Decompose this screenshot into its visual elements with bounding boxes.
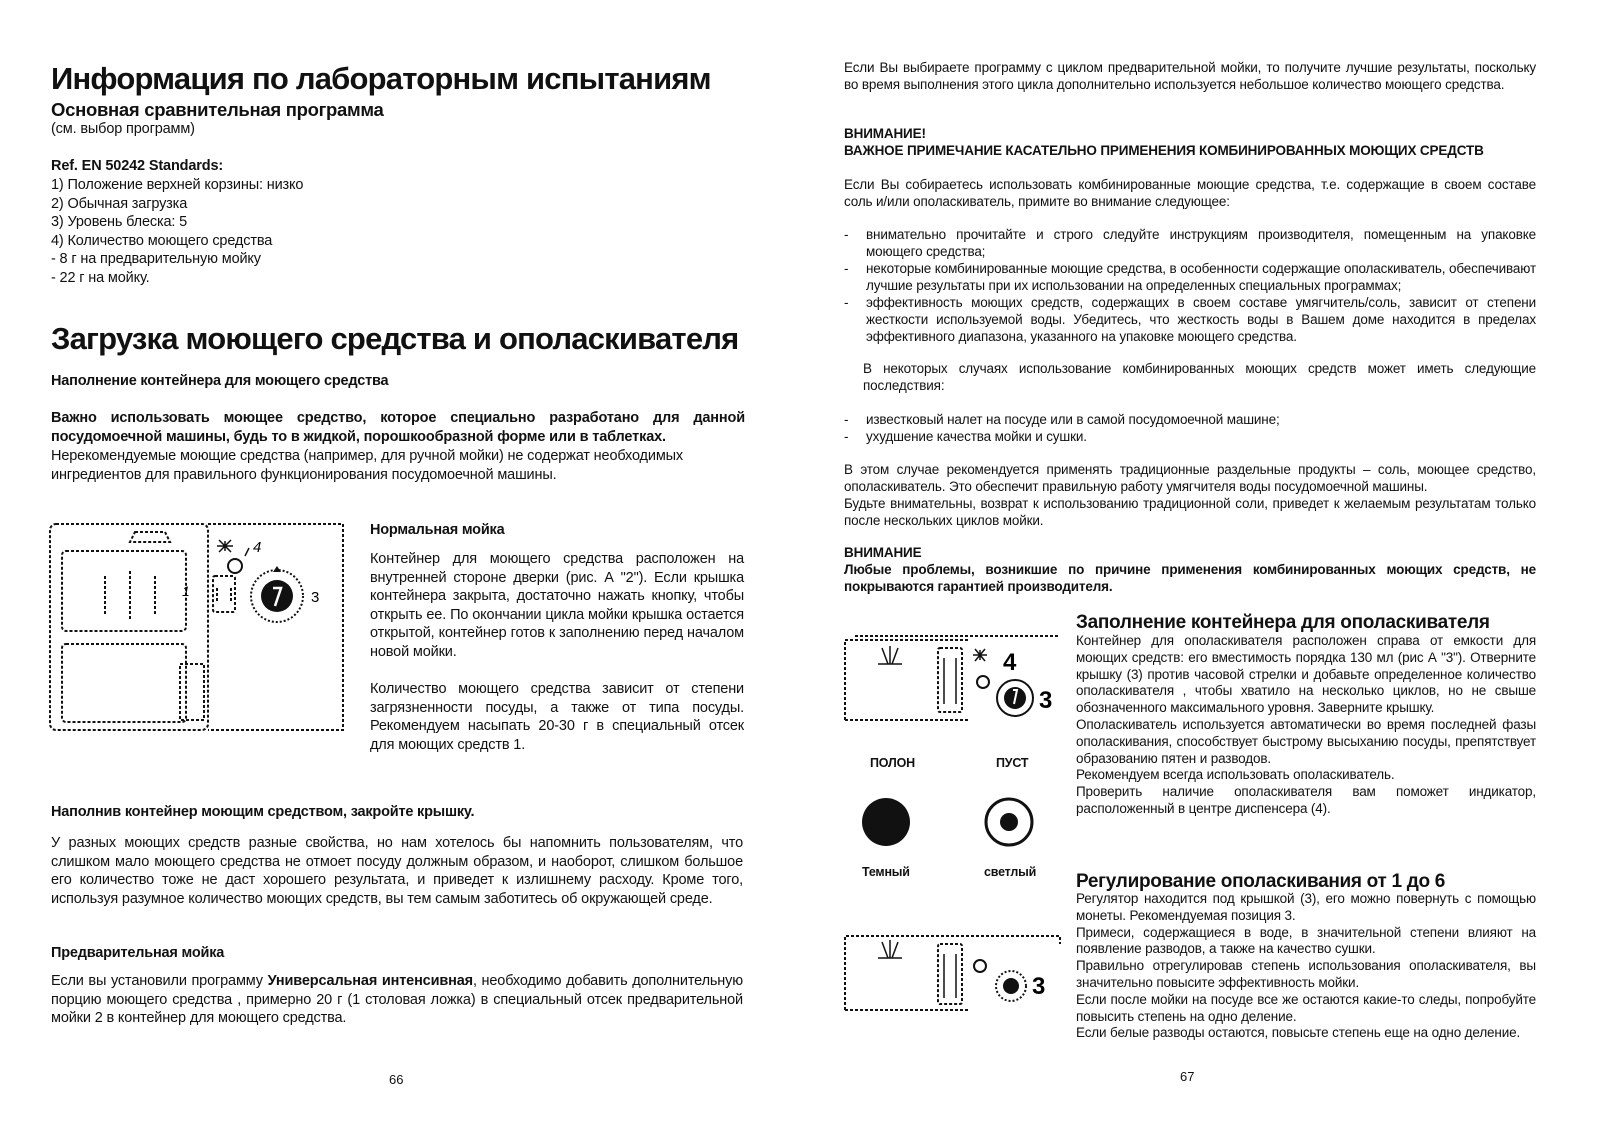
ref-item: 1) Положение верхней корзины: низко (51, 177, 304, 193)
indicator-full-icon (862, 798, 910, 846)
list-item: - известковый налет на посуде или в самой посудомоечной машине; (844, 411, 1536, 428)
important-detergent-note: Важно использовать моющее средство, которое специально разработано для данной посудомоечной машины, будь то в жидкой, порошкообразной форме или в таблетках. (51, 410, 745, 445)
consequences-intro (844, 360, 1536, 394)
prewash-text-part: Если вы установили программу (51, 973, 268, 989)
prewash-heading: Предварительная мойка (51, 945, 225, 961)
adjust-fig-label-3: 3 (1032, 973, 1046, 1000)
rinse-aid-heading: Заполнение контейнера для ополаскивателя (1076, 612, 1490, 633)
page-number-left: 66 (389, 1072, 404, 1087)
attention2-label: ВНИМАНИЕ (844, 545, 922, 560)
rinse-adjust-figure (840, 928, 1070, 1014)
normal-wash-paragraph-1: Контейнер для моющего средства расположен на внутренней стороне дверки (рис. А "2"). Если крышка контейнера закрыта, достаточно нажать кнопку, чтобы открыть ее. По окончании цикла мойки крышка остается открытой, контейнер готов к заполнению перед началом новой мойки. (370, 551, 744, 660)
consequences-list (844, 411, 1536, 445)
indicator-light-label: светлый (984, 865, 1037, 879)
ref-item: 2) Обычная загрузка (51, 195, 188, 212)
rinse-adjust-paragraph: Регулятор находится под крышкой (3), его можно повернуть с помощью монеты. Рекомендуемая позиция 3. (1076, 891, 1536, 923)
indicator-empty-icon (986, 799, 1032, 845)
figure-label-3: 3 (311, 589, 320, 606)
ref-standards-list (51, 176, 771, 287)
close-lid-text: У разных моющих средств разные свойства, но нам хотелось бы напомнить пользователям, что слишком мало моющего средства не отмоет посуду должным образом, и наоборот, слишком большое его количество тоже не даст хорошего результата, и приведет к излишнему расходу. Кроме того, используя разумное количество моющих средств, вы тем самым заботитесь об окружающей среде. (51, 835, 743, 907)
normal-wash-title: Нормальная мойка (370, 522, 505, 538)
ref-item: 3) Уровень блеска: 5 (51, 214, 188, 230)
rinse-fig-label-3: 3 (1039, 687, 1053, 714)
list-item: - эффективность моющих средств, содержащих в своем составе умягчитель/соль, зависит от степени жесткости используемой воды. Убедитесь, что жесткость воды в Вашем доме находится в пределах эффективного диапазона, указанного на упаковке моющего средства. (844, 294, 1536, 345)
ref-item: - 8 г на предварительную мойку (51, 251, 261, 267)
prewash-program-name: Универсальная интенсивная (267, 973, 473, 989)
list-item: - ухудшение качества мойки и сушки. (844, 428, 1536, 445)
ref-item: - 22 г на мойку. (51, 269, 150, 286)
prewash-text (51, 972, 743, 1028)
rinse-fig-label-4: 4 (1003, 649, 1017, 676)
ref-standards-title: Ref. EN 50242 Standards: (51, 158, 224, 174)
rinse-aid-paragraph: Контейнер для ополаскивателя расположен справа от емкости для моющих средств: его вместимость порядка 130 мл (рис А "3"). Отверните крышку (3) против часовой стрелки и добавьте определенное количество ополаскивателя , чтобы хватило на несколько циклов, но не свыше обозначенного максимального уровня. Заверните крышку. (1076, 633, 1536, 716)
rinse-aid-paragraph: Проверить наличие ополаскивателя вам поможет индикатор, расположенный в центре диспенсера (4). (1076, 784, 1536, 816)
rinse-adjust-text (1076, 891, 1536, 1042)
right-page (800, 0, 1600, 1131)
close-lid-heading: Наполнив контейнер моющим средством, закройте крышку. (51, 804, 475, 820)
recommendation-paragraph-2: Будьте внимательны, возврат к использованию традиционной соли, приведет к желаемым результатам только после нескольких циклов мойки. (844, 496, 1536, 528)
rinse-adjust-paragraph: Правильно отрегулировав степень использования ополаскивателя, вы значительно повысите эффективность мойки. (1076, 958, 1536, 990)
detergent-dispenser-figure (45, 516, 350, 738)
section-title-detergent-loading: Загрузка моющего средства и ополаскивателя (51, 321, 739, 356)
non-recommended-note: Нерекомендуемые моющие средства (например, для ручной мойки) не содержат необходимых ингредиентов для правильного функционирования посудомоечной машины. (51, 448, 684, 483)
page-title-lab-tests: Информация по лабораторным испытаниям (51, 61, 711, 96)
prewash-intro: Если Вы выбираете программу с циклом предварительной мойки, то получите лучшие результаты, поскольку во время выполнения этого цикла дополнительно используется небольшое количество моющего средства. (844, 60, 1536, 92)
rinse-adjust-paragraph: Если после мойки на посуде все же остаются какие-то следы, попробуйте повысить степень на одно деление. (1076, 991, 1536, 1024)
rinse-adjust-paragraph: Если белые разводы остаются, повысьте степень еще на одно деление. (1076, 1025, 1521, 1041)
rinse-aid-dispenser-figure (840, 628, 1070, 724)
combined-detergent-intro: Если Вы собираетесь использовать комбинированные моющие средства, т.е. содержащие в своем составе соль и/или ополаскиватель, примите во внимание следующее: (844, 177, 1536, 209)
rinse-aid-text (1076, 633, 1536, 818)
rinse-aid-paragraph: Рекомендуем всегда использовать ополаскиватель. (1076, 767, 1395, 783)
list-item: - внимательно прочитайте и строго следуйте инструкциям производителя, помещенным на упаковке моющего средства; (844, 226, 1536, 260)
recommendation-paragraph-1: В этом случае рекомендуется применять традиционные раздельные продукты – соль, моющее средство, ополаскиватель. Это обеспечит правильную работу умягчителя воды посудомоечной машины. (844, 462, 1536, 494)
rinse-aid-paragraph: Ополаскиватель используется автоматически во время последней фазы ополаскивания, способствует быстрому высыханию посуды, препятствует образованию пятен и разводов. (1076, 716, 1536, 766)
consequences-intro-text: В некоторых случаях использование комбинированных моющих средств может иметь следующие последствия: (863, 361, 1536, 393)
combined-detergent-list (844, 226, 1536, 345)
ref-item: 4) Количество моющего средства (51, 232, 273, 249)
indicator-dark-label: Темный (862, 865, 910, 879)
page-number-right: 67 (1180, 1069, 1195, 1084)
fill-container-heading: Наполнение контейнера для моющего средства (51, 373, 389, 389)
rinse-adjust-paragraph: Примеси, содержащиеся в воде, в значительной степени влияют на появление разводов, а также на качество сушки. (1076, 924, 1536, 957)
warranty-warning: Любые проблемы, возникшие по причине применения комбинированных моющих средств, не покрываются гарантией производителя. (844, 562, 1536, 594)
attention-heading (844, 125, 1544, 159)
indicator-states (860, 794, 1050, 854)
indicator-empty-label: ПУСТ (996, 756, 1029, 770)
subtitle-comparison-program: Основная сравнительная программа (51, 99, 384, 120)
rinse-adjust-heading: Регулирование ополаскивания от 1 до 6 (1076, 871, 1446, 892)
figure-label-4: 4 (253, 539, 262, 556)
indicator-full-label: ПОЛОН (870, 756, 915, 770)
see-programs-note: (см. выбор программ) (51, 121, 195, 137)
figure-label-1: 1 (182, 583, 190, 599)
list-item: - некоторые комбинированные моющие средства, в особенности содержащие ополаскиватель, обеспечивают лучшие результаты при их использовании на определенных специальных программах; (844, 260, 1536, 294)
normal-wash-paragraph-2: Количество моющего средства зависит от степени загрязненности посуды, а также от типа посуды. Рекомендуем насыпать 20-30 г в специальный отсек для моющих средств 1. (370, 681, 744, 753)
prewash-text-part: , необходимо добавить дополнительную порцию моющего средства , примерно 20 г (1 столовая ложка) в специальный отсек предварительной мойки 2 в контейнер для моющего средства. (51, 973, 743, 1026)
attention-label: ВНИМАНИЕ! (844, 126, 926, 141)
attention-subtitle: ВАЖНОЕ ПРИМЕЧАНИЕ КАСАТЕЛЬНО ПРИМЕНЕНИЯ КОМБИНИРОВАННЫХ МОЮЩИХ СРЕДСТВ (844, 143, 1484, 158)
